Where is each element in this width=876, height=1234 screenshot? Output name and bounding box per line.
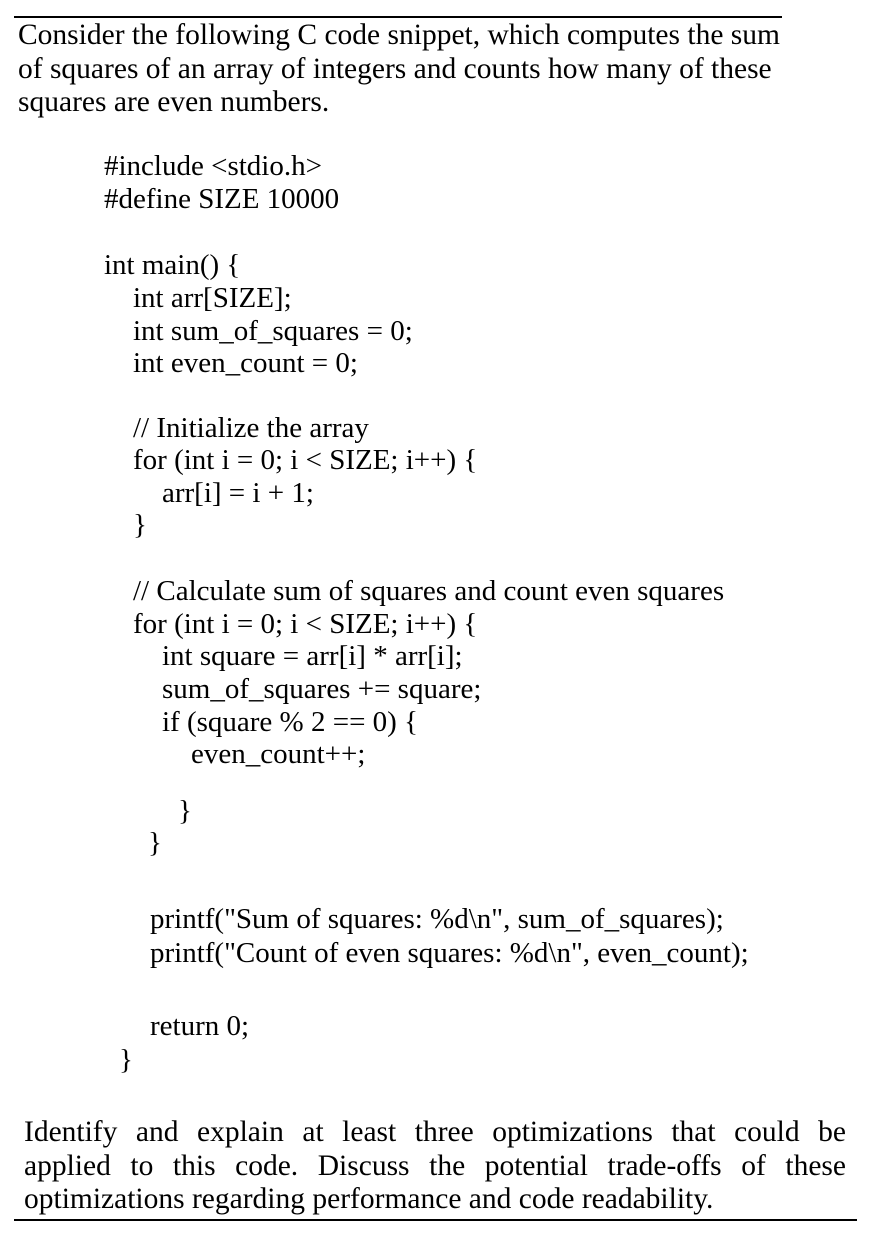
code-line: }	[133, 509, 147, 541]
code-line: sum_of_squares += square;	[162, 673, 482, 705]
intro-line: of squares of an array of integers and counts how many of these	[18, 52, 772, 85]
bottom-rule	[14, 1219, 857, 1221]
code-line: arr[i] = i + 1;	[162, 477, 314, 509]
code-line: for (int i = 0; i < SIZE; i++) {	[133, 608, 478, 640]
code-line: int even_count = 0;	[133, 347, 358, 379]
code-line: printf("Sum of squares: %d\n", sum_of_squares);	[150, 903, 724, 935]
code-line: }	[178, 795, 192, 827]
code-line: for (int i = 0; i < SIZE; i++) {	[133, 444, 478, 476]
code-line: int sum_of_squares = 0;	[133, 315, 413, 347]
code-line: #define SIZE 10000	[104, 183, 340, 215]
intro-line: squares are even numbers.	[18, 86, 330, 118]
code-line: // Initialize the array	[133, 412, 369, 444]
code-line: #include <stdio.h>	[104, 150, 322, 182]
code-line: even_count++;	[191, 738, 366, 770]
question-line: Identify and explain at least three optimizations that could be	[24, 1116, 846, 1148]
code-line: int arr[SIZE];	[133, 282, 292, 314]
question-line: applied to this code. Discuss the potential trade-offs of these	[24, 1149, 846, 1182]
code-line: // Calculate sum of squares and count even squares	[133, 575, 725, 607]
code-line: }	[119, 1044, 133, 1076]
question-line: optimizations regarding performance and code readability.	[24, 1183, 714, 1215]
top-rule	[14, 16, 782, 18]
intro-line: Consider the following C code snippet, which computes the sum	[18, 19, 780, 51]
code-line: }	[148, 827, 162, 859]
code-line: return 0;	[150, 1010, 250, 1042]
code-line: if (square % 2 == 0) {	[162, 706, 419, 738]
code-line: printf("Count of even squares: %d\n", even_count);	[150, 937, 749, 969]
code-line: int square = arr[i] * arr[i];	[162, 640, 463, 672]
code-line: int main() {	[104, 249, 241, 281]
intro-paragraph	[18, 19, 808, 120]
question-paragraph	[24, 1116, 846, 1217]
